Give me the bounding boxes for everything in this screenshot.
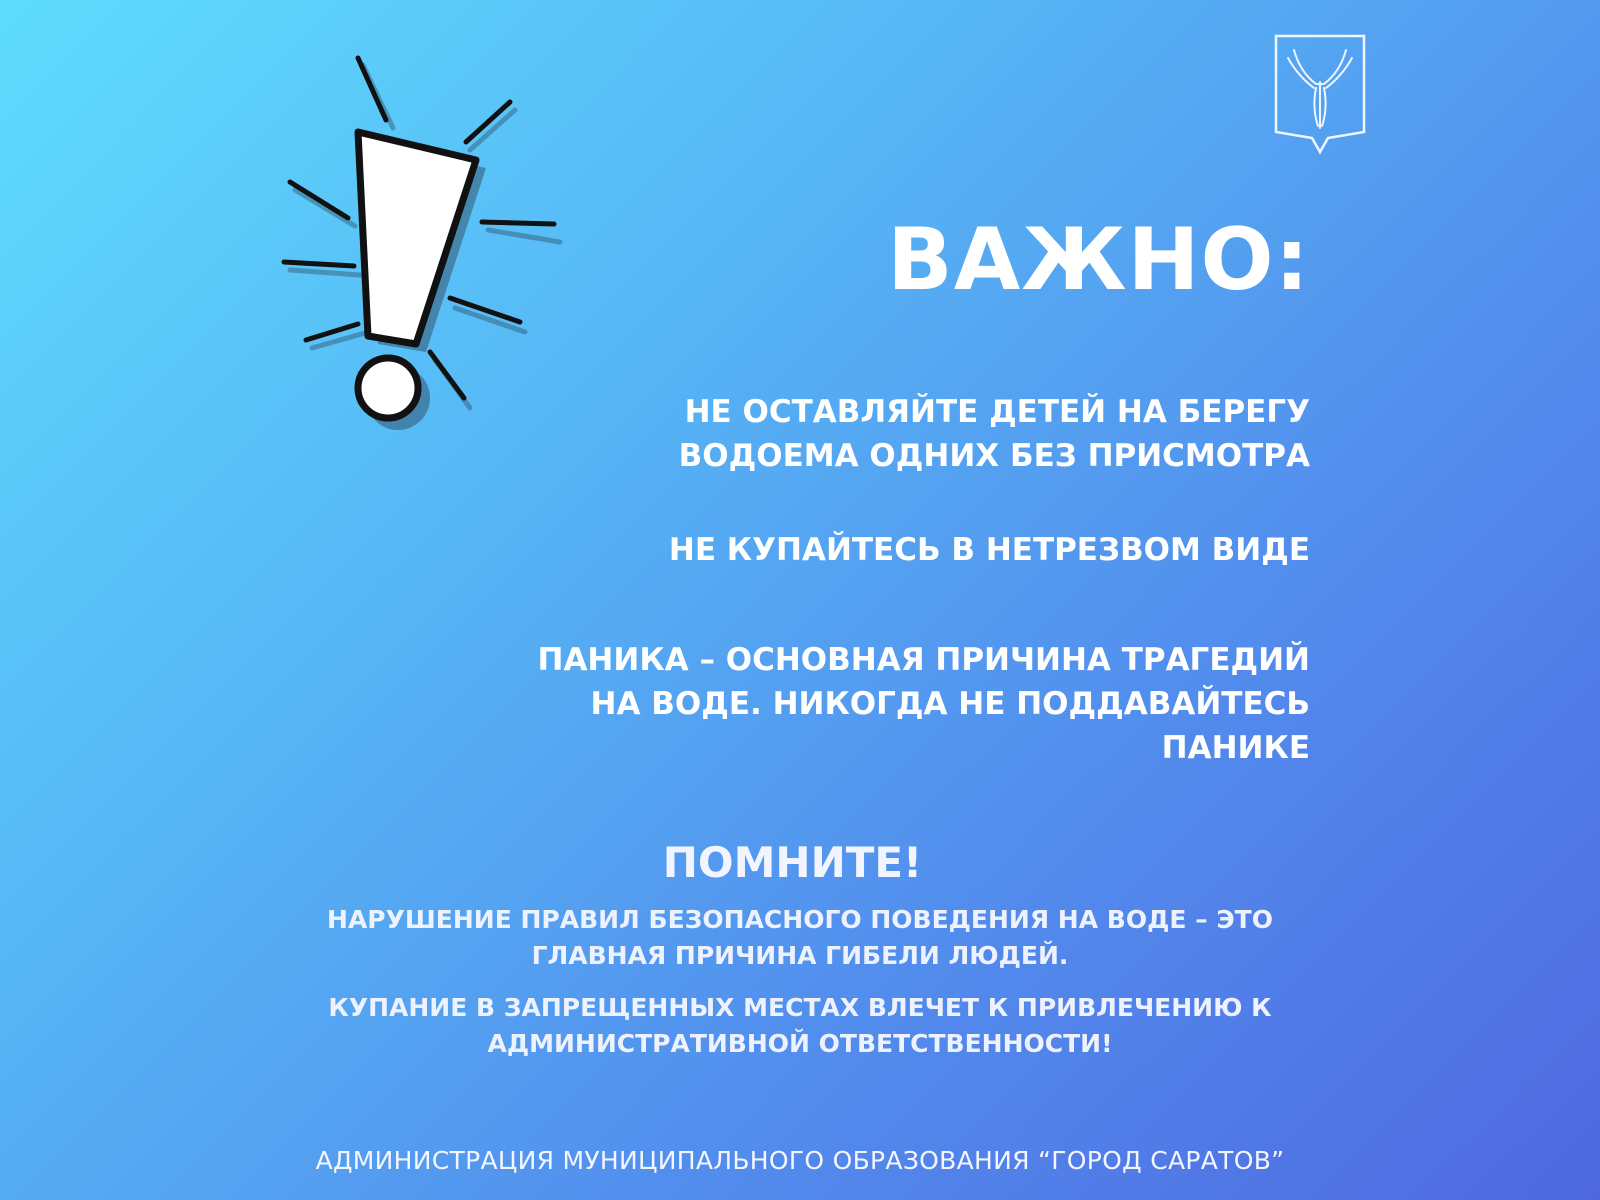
warning-forbidden-places: КУПАНИЕ В ЗАПРЕЩЕННЫХ МЕСТАХ ВЛЕЧЕТ К ПРИВЛЕЧЕНИЮ К АДМИНИСТРАТИВНОЙ ОТВЕТСТВЕННОСТИ! <box>328 993 1272 1058</box>
exclamation-mark-icon <box>270 50 590 460</box>
notice-children-supervision: НЕ ОСТАВЛЯЙТЕ ДЕТЕЙ НА БЕРЕГУ ВОДОЕМА ОДНИХ БЕЗ ПРИСМОТРА <box>678 394 1310 474</box>
page-title: ВАЖНО: <box>887 210 1310 310</box>
saratov-coat-of-arms-icon <box>1272 32 1368 156</box>
warning-rules-violation: НАРУШЕНИЕ ПРАВИЛ БЕЗОПАСНОГО ПОВЕДЕНИЯ НА ВОДЕ – ЭТО ГЛАВНАЯ ПРИЧИНА ГИБЕЛИ ЛЮДЕЙ. <box>327 905 1273 970</box>
footer-organization: АДМИНИСТРАЦИЯ МУНИЦИПАЛЬНОГО ОБРАЗОВАНИЯ “ГОРОД САРАТОВ” <box>315 1146 1285 1175</box>
notice-panic: ПАНИКА – ОСНОВНАЯ ПРИЧИНА ТРАГЕДИЙ НА ВОДЕ. НИКОГДА НЕ ПОДДАВАЙТЕСЬ ПАНИКЕ <box>537 642 1310 766</box>
notice-no-drunk-swimming: НЕ КУПАЙТЕСЬ В НЕТРЕЗВОМ ВИДЕ <box>668 532 1310 568</box>
remember-heading: ПОМНИТЕ! <box>662 838 923 887</box>
